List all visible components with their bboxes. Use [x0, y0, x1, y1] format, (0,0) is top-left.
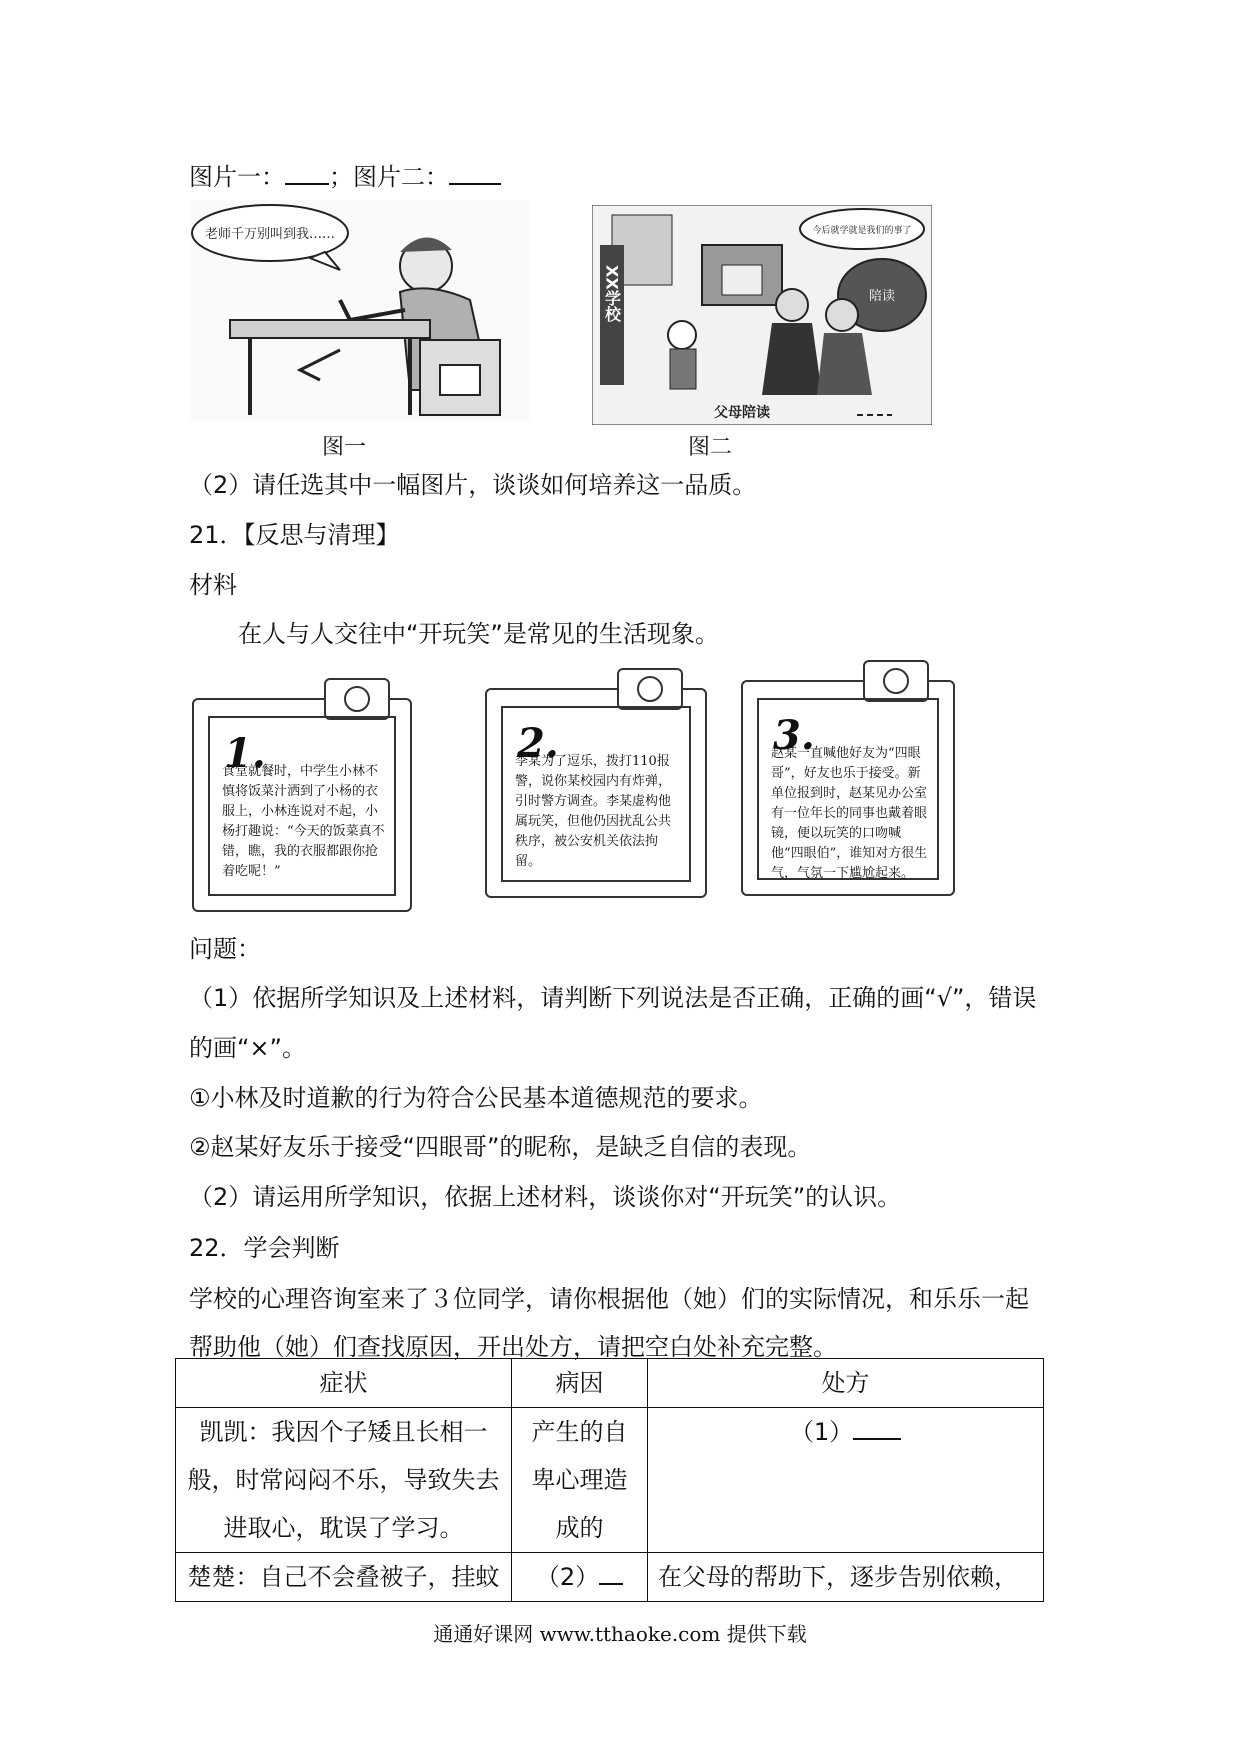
table-row [176, 1553, 1044, 1602]
card-number: 3. [773, 712, 815, 759]
camera-icon [324, 678, 390, 720]
row1-symptom: 凯凯：我因个子矮且长相一 般，时常闷闷不乐，导致失去 进取心，耽误了学习。 [176, 1408, 512, 1553]
fig1-bubble-text: 老师千万别叫到我…… [204, 227, 336, 242]
fig2-bubble-text: 今后就学就是我们的事了 [812, 226, 912, 236]
q20-sub2: （2）请任选其中一幅图片，谈谈如何培养这一品质。 [189, 471, 757, 499]
row1-remedy: （1） [648, 1408, 1044, 1553]
material-card-3 [741, 680, 955, 896]
figure-1-cartoon [190, 200, 530, 420]
fig2-bag-text: 陪读 [868, 289, 896, 304]
material-card-1 [192, 698, 412, 912]
card-text: 赵某一直喊他好友为“四眼哥”，好友也乐于接受。新单位报到时，赵某见办公室有一位年长的同事也戴着眼镜，便以玩笑的口吻喊他“四眼伯”，谁知对方很生气，气氛一下尴尬起来。 [771, 746, 928, 881]
page-footer: 通通好课网 www.tthaoke.com 提供下载 [433, 1622, 807, 1646]
row2-cause: （2） [512, 1553, 648, 1602]
figure-2-cartoon [592, 205, 932, 425]
pic2-label: ；图片二： [329, 163, 449, 191]
pic1-label: 图片一： [189, 163, 285, 191]
material-card-2 [485, 688, 707, 898]
card-text: 食堂就餐时，中学生小林不慎将饭菜汁洒到了小杨的衣服上，小林连说对不起，小杨打趣说：“今天的饭菜真不错，瞧，我的衣服都跟你抢着吃呢！” [222, 764, 385, 879]
q22-para-a: 学校的心理咨询室来了３位同学，请你根据他（她）们的实际情况，和乐乐一起 [189, 1285, 1029, 1313]
figure-2-caption: 图二 [688, 435, 733, 460]
fig2-title-text: 父母陪读 [714, 405, 770, 421]
q22-para-b: 帮助他（她）们查找原因，开出处方，请把空白处补充完整。 [189, 1333, 837, 1361]
header-cause: 病因 [512, 1359, 648, 1408]
table-header-row [176, 1359, 1044, 1408]
fig2-sign-text: XX学校 [602, 265, 622, 322]
pic2-blank[interactable] [449, 161, 501, 185]
camera-icon [617, 668, 683, 710]
header-remedy: 处方 [648, 1359, 1044, 1408]
q21-question-label: 问题： [189, 935, 261, 963]
pic1-blank[interactable] [285, 161, 329, 185]
row2-remedy: 在父母的帮助下，逐步告别依赖， [648, 1553, 1044, 1602]
cause-2-blank[interactable] [599, 1561, 623, 1585]
diagnosis-table [175, 1358, 1044, 1602]
card-number: 1. [224, 730, 266, 777]
row1-cause: 产生的自 卑心理造 成的 [512, 1408, 648, 1553]
row2-symptom: 楚楚：自己不会叠被子，挂蚊 [176, 1553, 512, 1602]
card-text: 李某为了逗乐，拨打110报警，说你某校园内有炸弹，引时警方调查。李某虚构他属玩笑，但他仍因扰乱公共秩序，被公安机关依法拘留。 [515, 754, 672, 869]
header-symptom: 症状 [176, 1359, 512, 1408]
camera-icon [863, 660, 929, 702]
card-number: 2. [517, 720, 559, 767]
table-row [176, 1408, 1044, 1553]
q21-material-label: 材料 [189, 571, 237, 599]
q22-title: 22．学会判断 [189, 1234, 340, 1262]
q21-sub1-a: （1）依据所学知识及上述材料，请判断下列说法是否正确，正确的画“√”，错误 [189, 984, 1037, 1012]
q21-item-1: ①小林及时道歉的行为符合公民基本道德规范的要求。 [189, 1084, 763, 1112]
q21-title: 21．【反思与清理】 [189, 521, 400, 549]
q21-item-2: ②赵某好友乐于接受“四眼哥”的昵称，是缺乏自信的表现。 [189, 1133, 812, 1161]
remedy-1-blank[interactable] [853, 1416, 901, 1440]
q21-sub2: （2）请运用所学知识，依据上述材料，谈谈你对“开玩笑”的认识。 [189, 1183, 902, 1211]
q21-intro: 在人与人交往中“开玩笑”是常见的生活现象。 [238, 620, 719, 648]
q21-sub1-b: 的画“×”。 [189, 1034, 306, 1062]
q20-answer-line [189, 160, 501, 194]
figure-1-caption: 图一 [322, 435, 367, 460]
